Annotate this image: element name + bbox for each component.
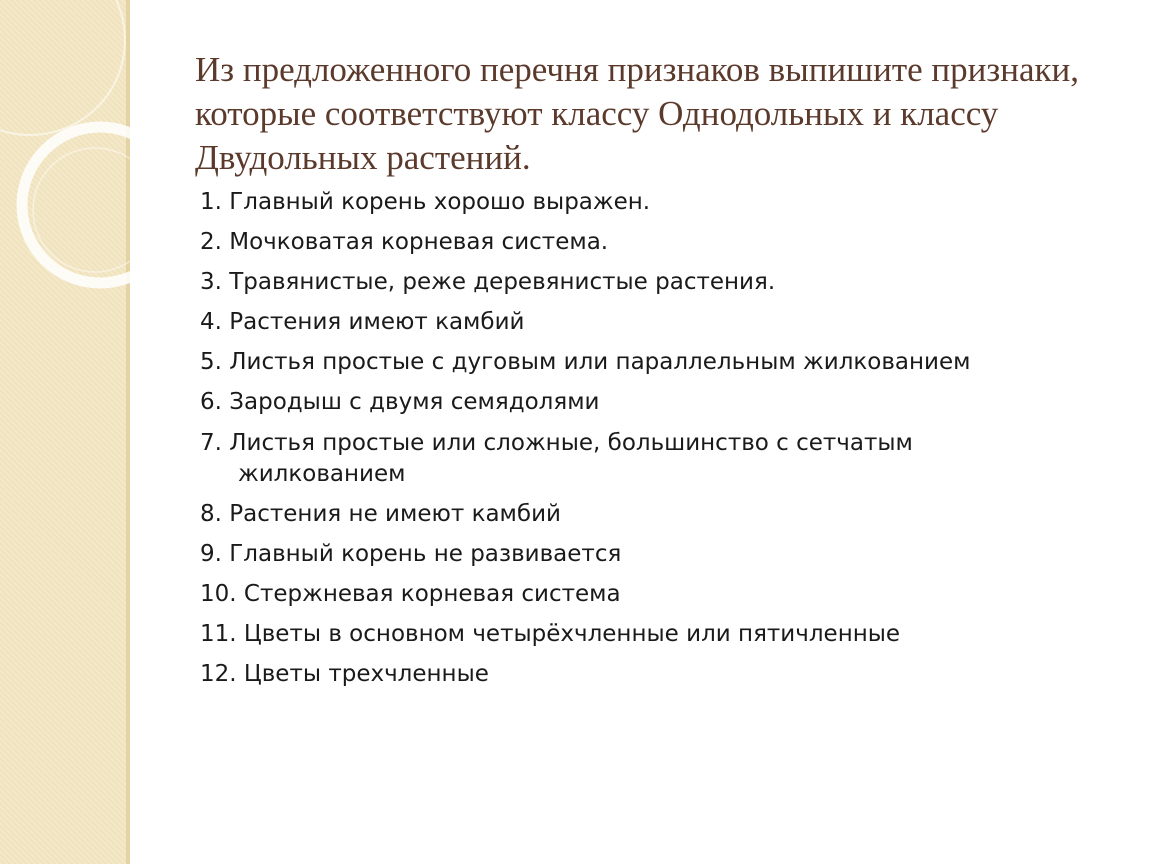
- list-item-text: 8. Растения не имеют камбий: [200, 501, 561, 527]
- decorative-ring-thick: [22, 127, 178, 283]
- list-item-text: 10. Стержневая корневая система: [200, 581, 621, 607]
- decorative-rings: [0, 0, 200, 320]
- list-item-line: 7. Листья простые или сложные, большинство с сетчатым: [200, 430, 913, 456]
- list-item-text: 12. Цветы трехчленные: [200, 661, 489, 687]
- list-item: [200, 574, 1100, 614]
- list-item: [200, 382, 1100, 422]
- list-item: [200, 494, 1100, 534]
- list-item: [200, 614, 1100, 654]
- slide-title: Из предложенного перечня признаков выпишите признаки, которые соответствуют классу Однодольных и классу Двудольных растений.: [195, 50, 1079, 177]
- list-item: [200, 422, 1100, 494]
- list-item-text: 4. Растения имеют камбий: [200, 309, 525, 335]
- list-item-text: 1. Главный корень хорошо выражен.: [200, 189, 651, 215]
- list-item-text: 6. Зародыш с двумя семядолями: [200, 389, 600, 415]
- list-item: [200, 534, 1100, 574]
- criteria-list: [200, 182, 1100, 694]
- list-item-text: 2. Мочковатая корневая система.: [200, 229, 609, 255]
- list-item-text: 11. Цветы в основном четырёхчленные или пятичленные: [200, 621, 901, 647]
- list-item-text: 3. Травянистые, реже деревянистые растения.: [200, 269, 776, 295]
- list-item-text: 5. Листья простые с дуговым или параллельным жилкованием: [200, 349, 971, 375]
- list-item: [200, 182, 1100, 222]
- list-item: [200, 262, 1100, 302]
- decorative-ring-thin: [33, 148, 157, 272]
- list-item: [200, 342, 1100, 382]
- list-item: [200, 302, 1100, 342]
- list-item-continuation: жилкованием: [238, 461, 406, 487]
- list-item-text: 9. Главный корень не развивается: [200, 541, 622, 567]
- list-item: [200, 222, 1100, 262]
- decorative-ring-large: [0, 0, 125, 135]
- list-item-text: [200, 422, 1100, 494]
- list-item: [200, 654, 1100, 694]
